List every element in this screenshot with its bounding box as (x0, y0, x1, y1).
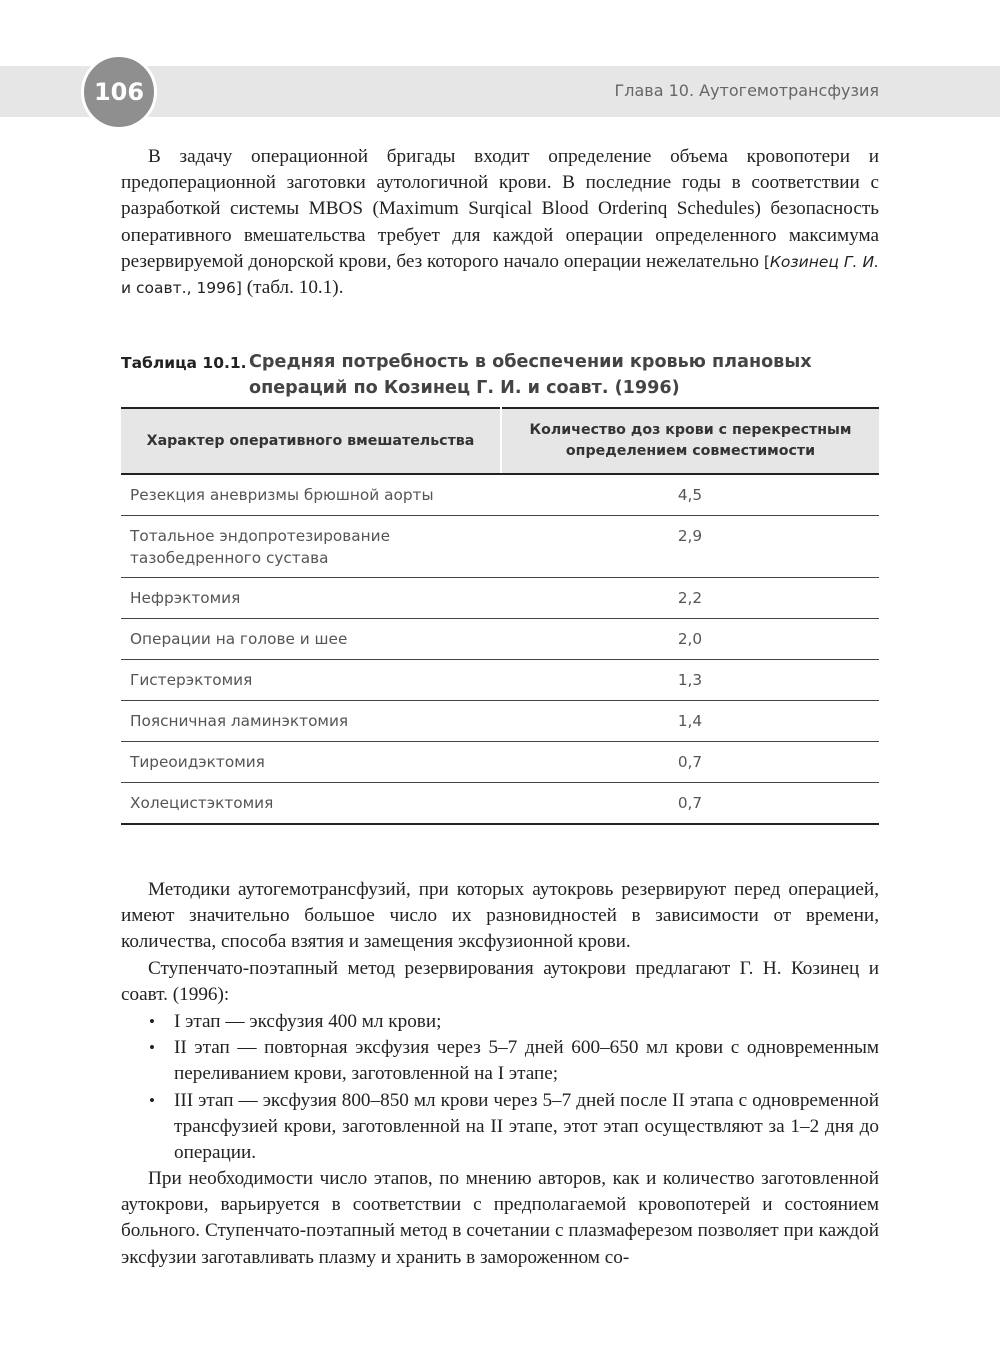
list-item-text: I этап — эксфузия 400 мл крови; (174, 1011, 442, 1032)
dose-value: 0,7 (501, 742, 879, 783)
table-row (121, 660, 879, 701)
ref-open: [ (763, 252, 770, 271)
operation-name: Поясничная ламинэктомия (121, 701, 501, 742)
table-row (121, 783, 879, 825)
intro-text: В задачу операционной бригады входит определение объема кровопотери и предоперационной заготовки аутологичной крови. В последние годы в соответствии с разработкой системы MBOS (Maximum Surqical Blood Orderinq Schedules) безопасность оперативного вмешательства требует для каждой операции определенного максимума резервируемой донорской крови, без которого начало операции нежелательно (121, 146, 879, 272)
list-item (121, 1035, 879, 1087)
blood-requirement-table (121, 407, 879, 825)
list-item-text: II этап — повторная эксфузия через 5–7 дней 600–650 мл крови с одновременным переливанием крови, заготовленной на I этапе; (174, 1037, 879, 1085)
bullet-icon: • (149, 1012, 155, 1031)
chapter-title: Глава 10. Аутогемотрансфузия (614, 81, 879, 100)
table-caption-label: Таблица 10.1. (121, 354, 247, 372)
stage-list (121, 1009, 879, 1166)
table-row (121, 516, 879, 578)
operation-name: Операции на голове и шее (121, 619, 501, 660)
table-row (121, 701, 879, 742)
body-paragraph-3: При необходимости число этапов, по мнению авторов, как и количество заготовленной аутокрови, варьируется в соответствии с предполагаемой кровопотерей и состоянием больного. Ступенчато-поэтапный метод в сочетании с плазмаферезом позволяет при каждой эксфузии заготавливать плазму и хранить в замороженном со- (121, 1168, 879, 1268)
operation-name: Тиреоидэктомия (121, 742, 501, 783)
table-row (121, 619, 879, 660)
column-header-doses: Количество доз крови с перекрестным определением совместимости (501, 408, 879, 474)
body-paragraph-2: Ступенчато-поэтапный метод резервирования аутокрови предлагают Г. Н. Козинец и соавт. (1996): (121, 958, 879, 1006)
body-paragraph-1: Методики аутогемотрансфузий, при которых аутокровь резервируют перед операцией, имеют значительно большое число их разновидностей в зависимости от времени, количества, способа взятия и замещения эксфузионной крови. (121, 879, 879, 953)
dose-value: 0,7 (501, 783, 879, 825)
table-row (121, 742, 879, 783)
operation-name: Тотальное эндопротезирование тазобедренного сустава (121, 516, 501, 578)
bullet-icon: • (149, 1038, 155, 1058)
ref-tail: (табл. 10.1). (241, 277, 344, 299)
dose-value: 1,4 (501, 701, 879, 742)
table-header-row (121, 408, 879, 474)
ref-rest: и соавт., 1996] (121, 279, 242, 298)
operation-name: Нефрэктомия (121, 578, 501, 619)
bullet-icon: • (149, 1090, 155, 1110)
operation-name: Холецистэктомия (121, 783, 501, 825)
dose-value: 1,3 (501, 660, 879, 701)
dose-value: 2,0 (501, 619, 879, 660)
list-item (121, 1009, 879, 1035)
table-row (121, 578, 879, 619)
table-caption-text: Средняя потребность в обеспечении кровью плановых операций по Козинец Г. И. и соавт. (1996) (249, 352, 812, 398)
operation-name: Гистерэктомия (121, 660, 501, 701)
list-item (121, 1088, 879, 1167)
table-row (121, 474, 879, 516)
dose-value: 4,5 (501, 474, 879, 516)
column-header-operation: Характер оперативного вмешательства (121, 408, 501, 474)
page-number: 106 (81, 54, 157, 130)
dose-value: 2,2 (501, 578, 879, 619)
intro-paragraph (121, 144, 879, 301)
dose-value: 2,9 (501, 516, 879, 578)
ref-author: Козинец Г. И. (769, 252, 879, 271)
list-item-text: III этап — эксфузия 800–850 мл крови через 5–7 дней после II этапа с одновременной трансфузией крови, заготовленной на II этапе, этот этап осуществляют за 1–2 дня до операции. (174, 1089, 879, 1164)
operation-name: Резекция аневризмы брюшной аорты (121, 474, 501, 516)
